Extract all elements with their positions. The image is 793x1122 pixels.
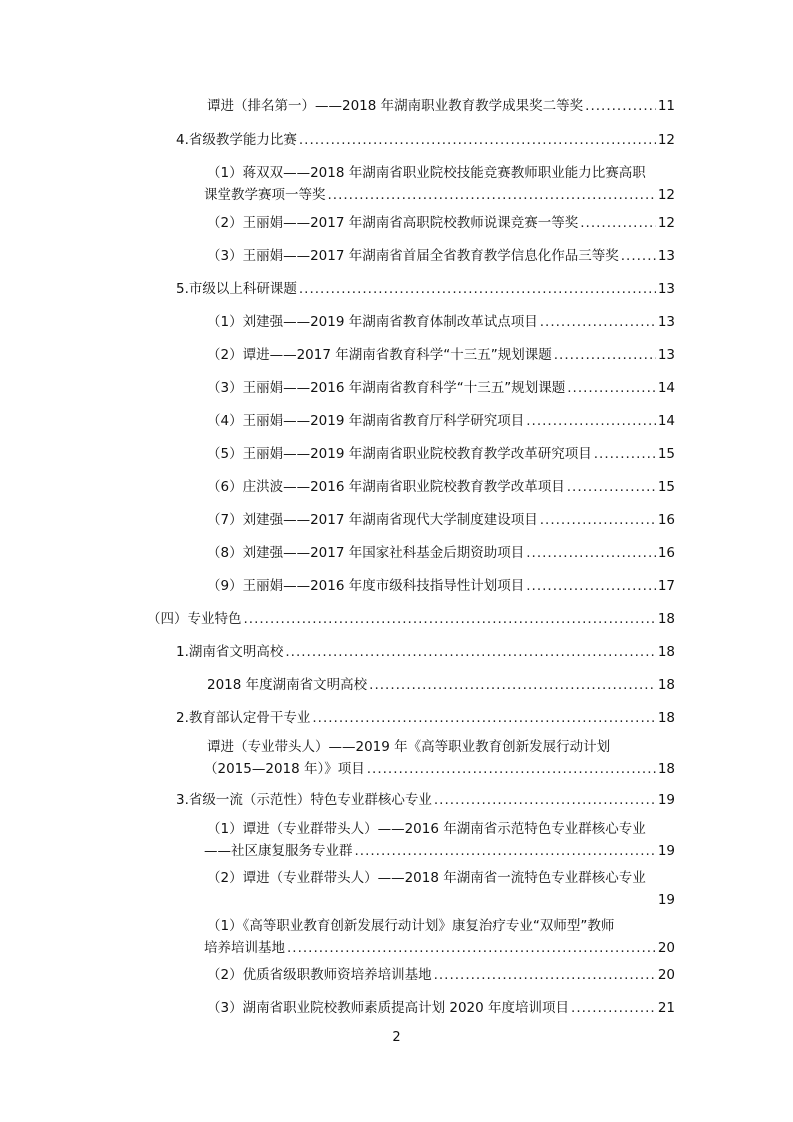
toc-page-number: 12: [657, 132, 675, 148]
dot-leader: [554, 344, 656, 366]
toc-entry[interactable]: （1）谭进（专业群带头人）——2016 年湖南省示范特色专业群核心专业 ——社区康复服务专业群 ..... 19: [207, 818, 675, 862]
toc-page-number: 21: [657, 1000, 675, 1016]
toc-page-number: 19: [657, 792, 675, 808]
toc-entry[interactable]: （4）王丽娟——2019 年湖南省教育厅科学研究项目 ..... 14: [207, 410, 675, 432]
toc-page-number: 19: [657, 892, 675, 908]
toc-entry[interactable]: 2.教育部认定骨干专业 ..... 18: [176, 707, 675, 729]
toc-entry[interactable]: （四）专业特色 ..... 18: [147, 608, 675, 630]
toc-page-number: 16: [657, 512, 675, 528]
toc-page-number: 12: [657, 187, 675, 203]
dot-leader: [567, 476, 656, 498]
dot-leader: [571, 997, 656, 1019]
toc-entry[interactable]: 3.省级一流（示范性）特色专业群核心专业 ..... 19: [176, 789, 675, 811]
toc-entry[interactable]: （3）王丽娟——2016 年湖南省教育科学“十三五”规划课题 ..... 14: [207, 377, 675, 399]
page-number-footer: 2: [392, 1030, 401, 1045]
dot-leader: [526, 575, 656, 597]
toc-entry[interactable]: （2）王丽娟——2017 年湖南省高职院校教师说课竞赛一等奖 ..... 12: [207, 212, 675, 234]
toc-entry[interactable]: （8）刘建强——2017 年国家社科基金后期资助项目 ..... 16: [207, 542, 675, 564]
toc-entry[interactable]: （1）刘建强——2019 年湖南省教育体制改革试点项目 ..... 13: [207, 311, 675, 333]
dot-leader: [299, 278, 656, 300]
dot-leader: [355, 840, 656, 862]
toc-entry[interactable]: （1）《高等职业教育创新发展行动计划》康复治疗专业“双师型”教师 培养培训基地 ..... 20: [207, 915, 675, 959]
toc-page-number: 12: [657, 215, 675, 231]
toc-page-number: 13: [657, 281, 675, 297]
dot-leader: [580, 212, 656, 234]
dot-leader: [285, 641, 655, 663]
toc-page-number: 16: [657, 545, 675, 561]
toc-page-number: 13: [657, 314, 675, 330]
dot-leader: [244, 608, 656, 630]
toc-entry[interactable]: 2018 年度湖南省文明高校 ..... 18: [207, 674, 675, 696]
dot-leader: [287, 937, 656, 959]
dot-leader: [540, 311, 656, 333]
toc-page-number: 15: [657, 446, 675, 462]
toc-page-number: 18: [657, 644, 675, 660]
toc-entry[interactable]: 5.市级以上科研课题 ..... 13: [176, 278, 675, 300]
dot-leader: [567, 377, 656, 399]
toc-entry[interactable]: （7）刘建强——2017 年湖南省现代大学制度建设项目 ..... 16: [207, 509, 675, 531]
toc-page-number: 13: [657, 347, 675, 363]
dot-leader: [328, 184, 656, 206]
toc-page-number: 20: [657, 940, 675, 956]
toc-entry[interactable]: （5）王丽娟——2019 年湖南省职业院校教育教学改革研究项目 ..... 15: [207, 443, 675, 465]
toc-page-number: 18: [657, 611, 675, 627]
toc-page-number: 20: [657, 967, 675, 983]
toc-entry[interactable]: （2）优质省级职教师资培养培训基地 ..... 20: [207, 964, 675, 986]
toc-entry[interactable]: 谭进（专业带头人）——2019 年《高等职业教育创新发展行动计划 （2015—2018 年）》项目 ..... 18: [207, 736, 675, 780]
toc-page-number: 14: [657, 380, 675, 396]
toc-entry[interactable]: 谭进（排名第一）——2018 年湖南职业教育教学成果奖二等奖 ..... 11: [207, 95, 675, 117]
dot-leader: [540, 509, 656, 531]
toc-page-number: 14: [657, 413, 675, 429]
dot-leader: [312, 707, 655, 729]
toc-entry[interactable]: 1.湖南省文明高校 ..... 18: [176, 641, 675, 663]
toc-entry[interactable]: （1）蒋双双——2018 年湖南省职业院校技能竞赛教师职业能力比赛高职 课堂教学赛项一等奖 ..... 12: [207, 162, 675, 206]
dot-leader: [434, 789, 656, 811]
toc-page-number: 13: [657, 248, 675, 264]
toc-page-number: 18: [657, 761, 675, 777]
toc-entry[interactable]: 4.省级教学能力比赛 ..... 12: [176, 129, 675, 151]
toc-page-number: 18: [657, 710, 675, 726]
toc-entry[interactable]: （2）谭进——2017 年湖南省教育科学“十三五”规划课题 ..... 13: [207, 344, 675, 366]
toc-page-number: 18: [657, 677, 675, 693]
toc-entry[interactable]: （2）谭进（专业群带头人）——2018 年湖南省一流特色专业群核心专业 19: [207, 867, 675, 911]
dot-leader: [434, 964, 656, 986]
dot-leader: [369, 674, 656, 696]
toc-page-number: 19: [657, 843, 675, 859]
dot-leader: [585, 95, 656, 117]
toc-entry[interactable]: （3）湖南省职业院校教师素质提高计划 2020 年度培训项目 ..... 21: [207, 997, 675, 1019]
dot-leader: [621, 245, 656, 267]
dot-leader: [526, 410, 656, 432]
dot-leader: [526, 542, 656, 564]
toc-entry[interactable]: （6）庄洪波——2016 年湖南省职业院校教育教学改革项目 ..... 15: [207, 476, 675, 498]
dot-leader: [367, 758, 656, 780]
toc-entry[interactable]: （9）王丽娟——2016 年度市级科技指导性计划项目 ..... 17: [207, 575, 675, 597]
toc-page-number: 15: [657, 479, 675, 495]
toc-page-number: 17: [657, 578, 675, 594]
dot-leader: [594, 443, 656, 465]
toc-page-number: 11: [657, 98, 675, 114]
dot-leader: [299, 129, 656, 151]
toc-entry[interactable]: （3）王丽娟——2017 年湖南省首届全省教育教学信息化作品三等奖 ..... 13: [207, 245, 675, 267]
